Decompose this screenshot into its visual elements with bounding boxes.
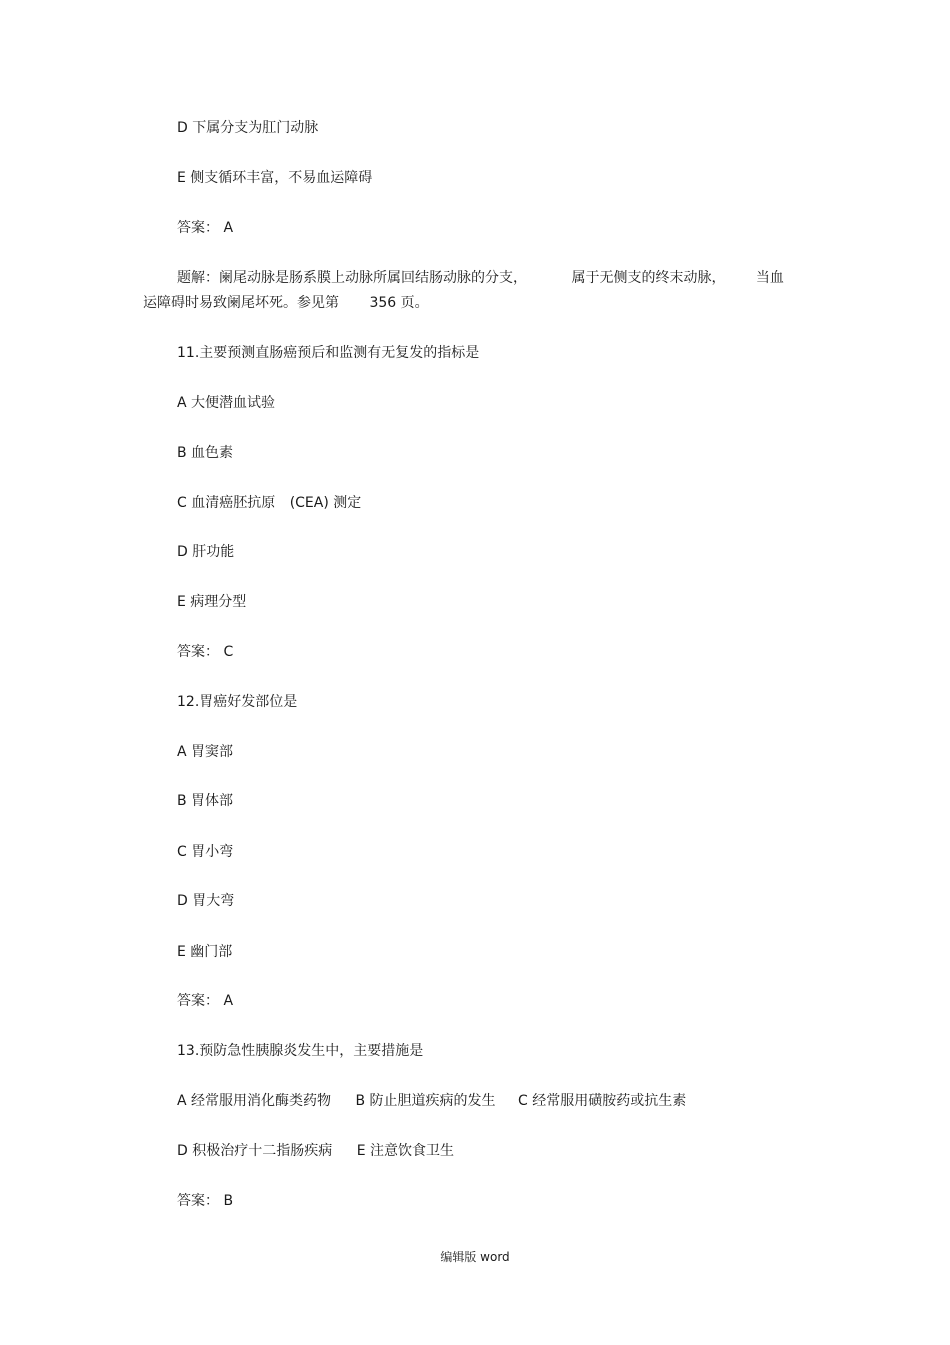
q11-option-c-cea: (CEA) 测定: [289, 495, 362, 511]
q10-explanation-part-1: 题解：阑尾动脉是肠系膜上动脉所属回结肠动脉的分支，: [177, 270, 527, 286]
q10-explanation-part-5: 356 页。: [369, 295, 429, 311]
q12-option-d: D 胃大弯: [177, 893, 235, 909]
q10-option-d: D 下属分支为肛门动脉: [177, 120, 319, 136]
q12-option-e: E 幽门部: [177, 944, 233, 960]
q13-option-a: A 经常服用消化酶类药物: [177, 1093, 332, 1109]
q13-option-d: D 积极治疗十二指肠疾病: [177, 1143, 333, 1159]
q11-stem: 11.主要预测直肠癌预后和监测有无复发的指标是: [177, 345, 480, 361]
q12-option-b: B 胃体部: [177, 793, 234, 809]
q12-option-a: A 胃窦部: [177, 744, 234, 760]
q10-explanation-part-4: 运障碍时易致阑尾坏死。参见第: [143, 295, 339, 311]
q12-stem: 12.胃癌好发部位是: [177, 694, 298, 710]
q13-options-row-2: [177, 1142, 454, 1160]
q13-stem: 13.预防急性胰腺炎发生中，主要措施是: [177, 1043, 424, 1059]
q13-option-e: E 注意饮食卫生: [356, 1143, 454, 1159]
q10-explanation-part-2: 属于无侧支的终末动脉，: [571, 270, 726, 286]
q11-option-e: E 病理分型: [177, 594, 247, 610]
q11-option-c: [177, 494, 361, 512]
q13-option-b: B 防止胆道疾病的发生: [355, 1093, 496, 1109]
page-footer: 编辑版 word: [440, 1250, 510, 1264]
q11-option-d: D 肝功能: [177, 544, 235, 560]
q11-option-c-text: C 血清癌胚抗原: [177, 495, 276, 511]
q10-explanation-part-3: 当血: [755, 270, 784, 286]
q11-option-a: A 大便潜血试验: [177, 395, 276, 411]
q13-options-row-1: [177, 1092, 686, 1110]
q10-explanation-line-1: [177, 269, 784, 287]
q11-option-b: B 血色素: [177, 445, 234, 461]
q10-option-e: E 侧支循环丰富，不易血运障碍: [177, 170, 373, 186]
q12-answer: 答案： A: [177, 993, 234, 1009]
q13-option-c: C 经常服用磺胺药或抗生素: [518, 1093, 687, 1109]
q12-option-c: C 胃小弯: [177, 844, 234, 860]
q10-answer: 答案： A: [177, 220, 234, 236]
q11-answer: 答案： C: [177, 644, 234, 660]
q13-answer: 答案： B: [177, 1193, 234, 1209]
q10-explanation-line-2: [143, 294, 429, 312]
